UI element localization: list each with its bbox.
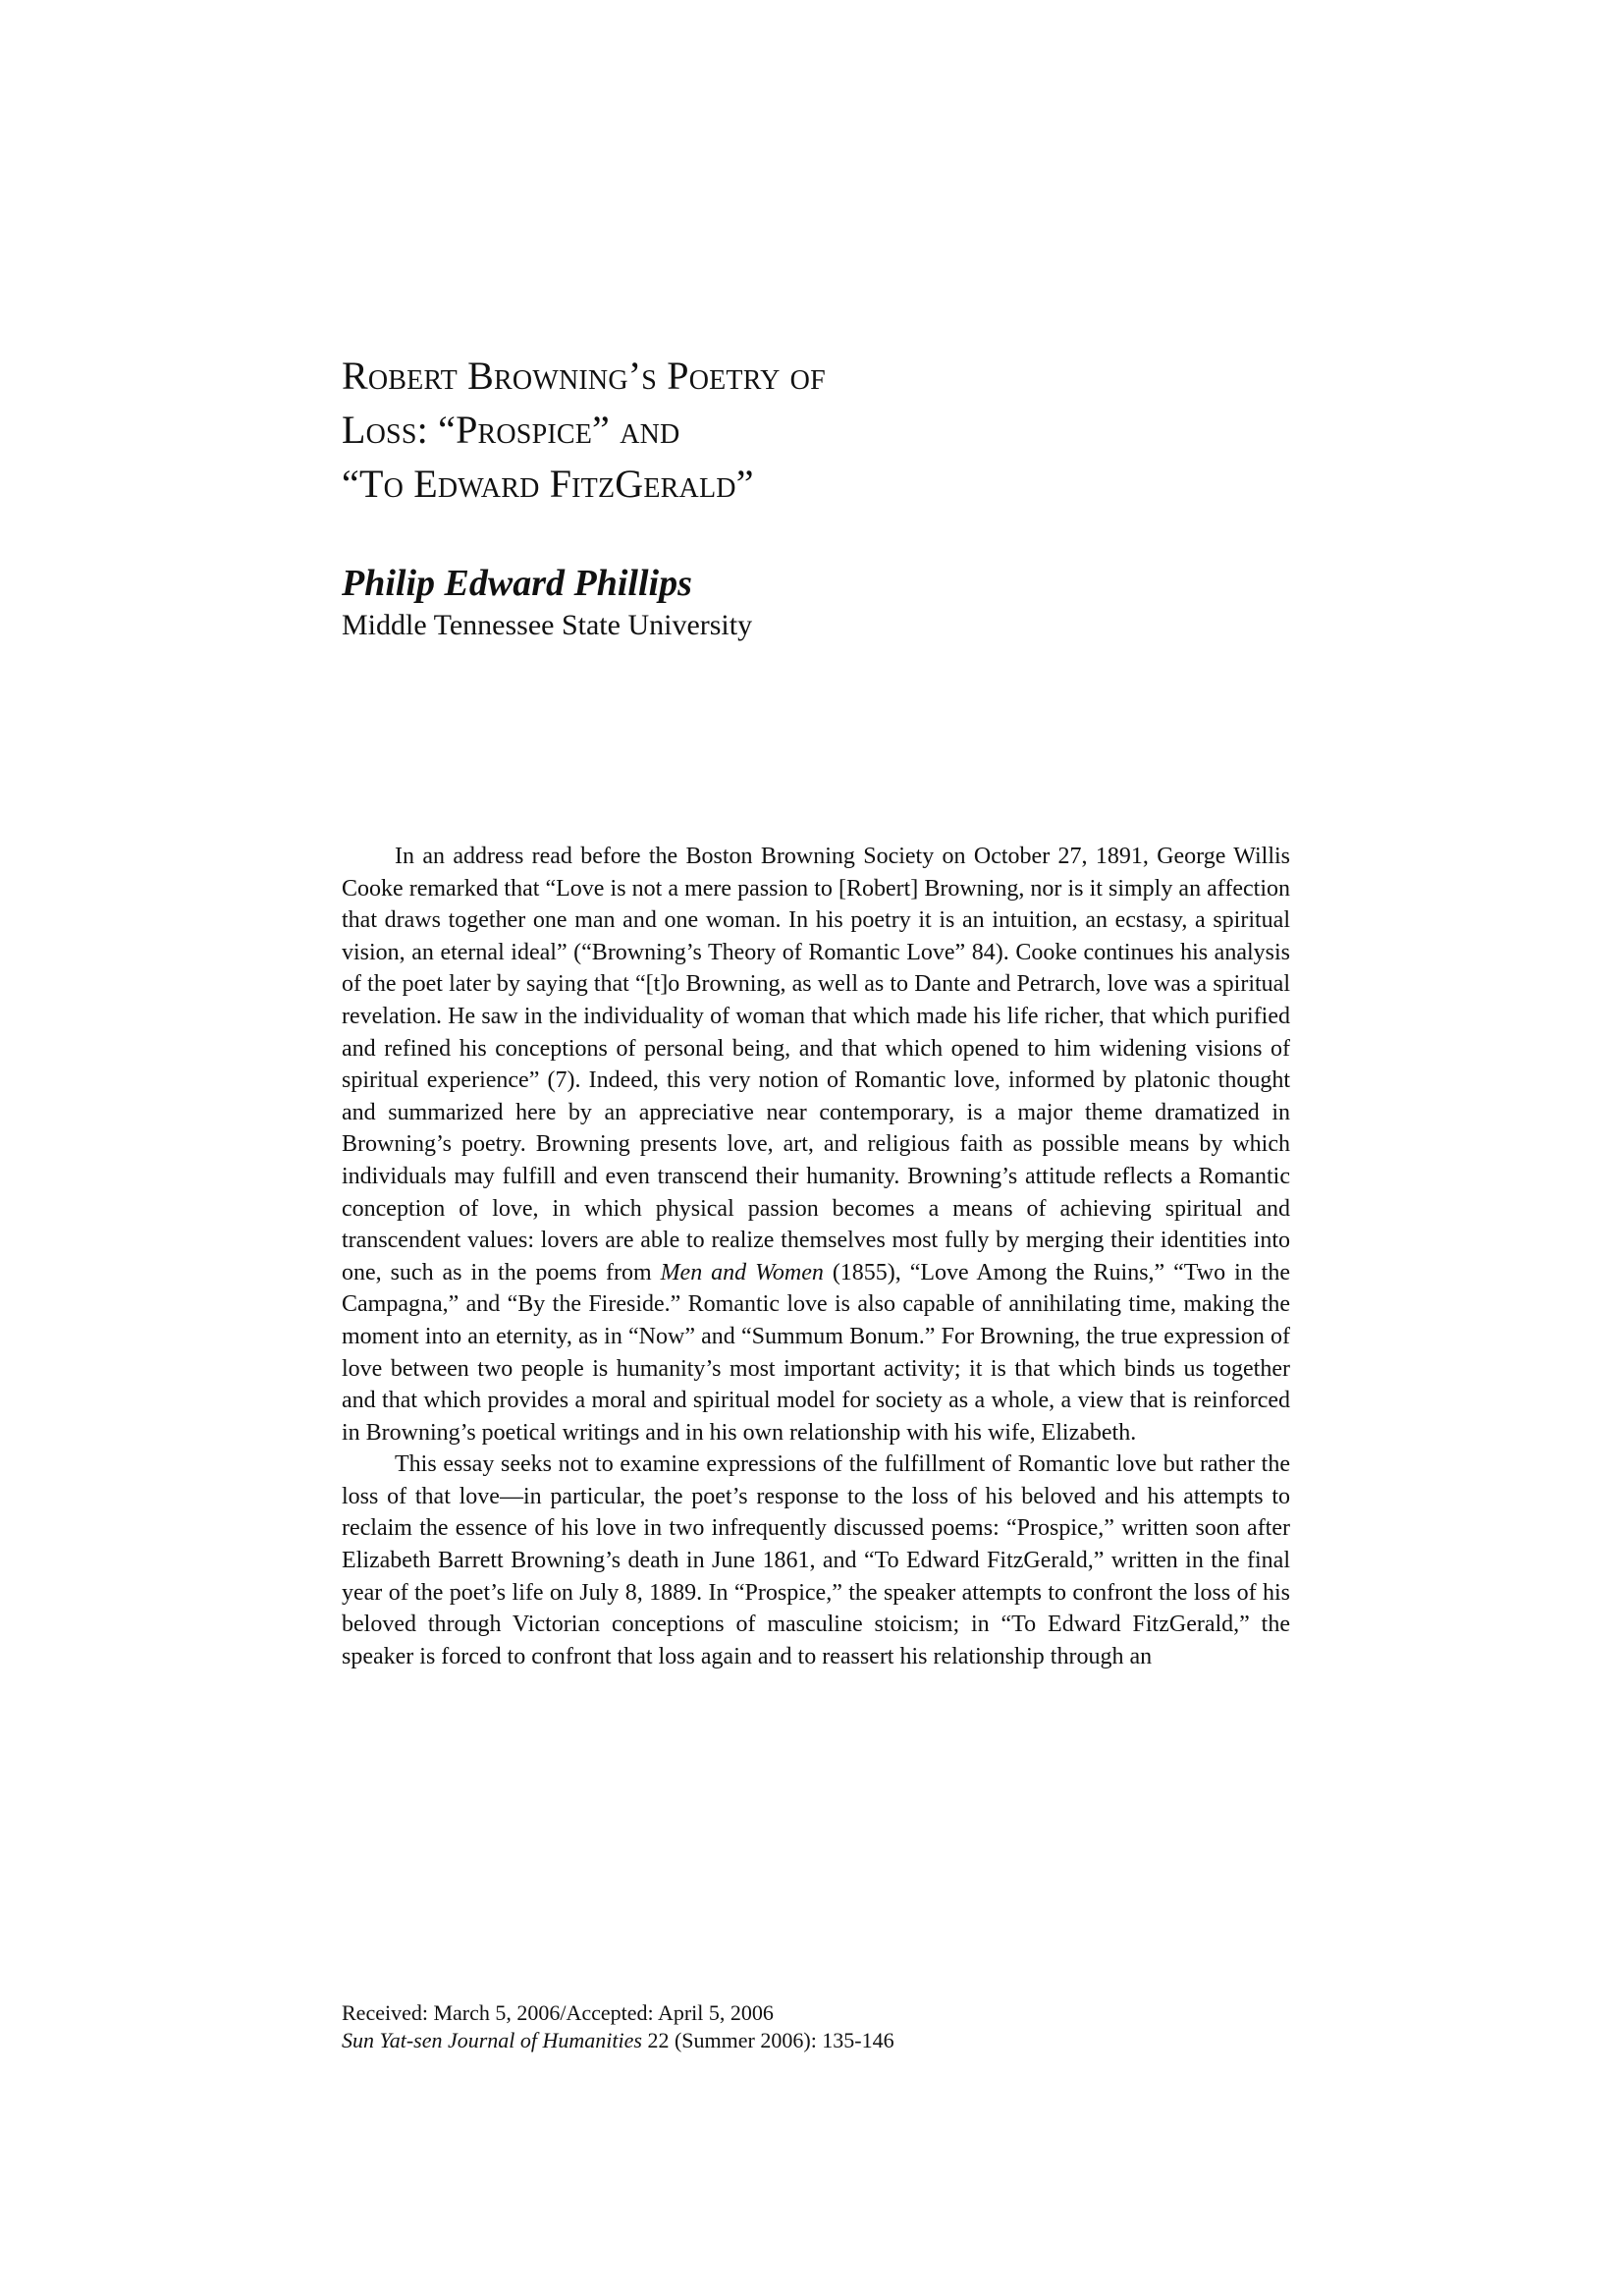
author-affiliation: Middle Tennessee State University: [342, 609, 753, 641]
title-line-3-text: “To Edward FitzGerald”: [342, 462, 754, 506]
title-line-3: [342, 457, 1324, 511]
title-line-2: [342, 403, 1324, 457]
article-title: [342, 349, 1324, 511]
paragraph-2: This essay seeks not to examine expressions of the fulfillment of Romantic love but rather the loss of that love—in particular, the poet’s response to the loss of his beloved and his attempts to reclaim the essence of his love in two infrequently discussed poems: “Prospice,” written soon after Elizabeth Barrett Browning’s death in June 1861, and “To Edward FitzGerald,” written in the final year of the poet’s life on July 8, 1889. In “Prospice,” the speaker attempts to confront the loss of his beloved through Victorian conceptions of masculine stoicism; in “To Edward FitzGerald,” the speaker is forced to confront that loss again and to reassert his relationship through an: [342, 1451, 1290, 1669]
paragraph-1-italic-title: Men and Women: [660, 1259, 824, 1285]
article-body: [342, 841, 1290, 1672]
page-footer: [342, 1999, 1290, 2054]
title-line-1-text: Robert Browning’s Poetry of: [342, 354, 826, 398]
author-name: Philip Edward Phillips: [342, 563, 692, 604]
paragraph-1-text-a: In an address read before the Boston Browning Society on October 27, 1891, George Willis Cooke remarked that “Love is not a mere passion to [Robert] Browning, nor is it simply an affection that draws together one man and one woman. In his poetry it is an intuition, an ecstasy, a spiritual vision, an eternal ideal” (“Browning’s Theory of Romantic Love” 84). Cooke continues his analysis of the poet later by saying that “[t]o Browning, as well as to Dante and Petrarch, love was a spiritual revelation. He saw in the individuality of woman that which made his life richer, that which purified and refined his conceptions of personal being, and that which opened to him widening visions of spiritual experience” (7). Indeed, this very notion of Romantic love, informed by platonic thought and summarized here by an appreciative near contemporary, is a major theme dramatized in Browning’s poetry. Browning presents love, art, and religious faith as possible means by which individuals may fulfill and even transcend their humanity. Browning’s attitude reflects a Romantic conception of love, in which physical passion becomes a means of achieving spiritual and transcendent values: lovers are able to realize themselves most fully by merging their identities into one, such as in the poems from: [342, 844, 1290, 1285]
paragraph-1-text-b: (1855), “Love Among the Ruins,” “Two in the Campagna,” and “By the Fireside.” Romantic love is also capable of annihilating time, making the moment into an eternity, as in “Now” and “Summum Bonum.” For Browning, the true expression of love between two people is humanity’s most important activity; it is that which binds us together and that which provides a moral and spiritual model for society as a whole, a view that is reinforced in Browning’s poetical writings and in his own relationship with his wife, Elizabeth.: [342, 1259, 1291, 1446]
title-line-2-text: Loss: “Prospice” and: [342, 408, 680, 452]
paragraph-1: [342, 841, 1290, 1449]
author-block: [342, 560, 1225, 644]
title-line-1: [342, 349, 1324, 403]
journal-citation-line: [342, 2027, 1290, 2054]
journal-volume-pages: 22 (Summer 2006): 135-146: [641, 2028, 894, 2052]
journal-name: Sun Yat-sen Journal of Humanities: [342, 2028, 642, 2052]
received-accepted-line: Received: March 5, 2006/Accepted: April 5, 2006: [342, 2000, 774, 2025]
